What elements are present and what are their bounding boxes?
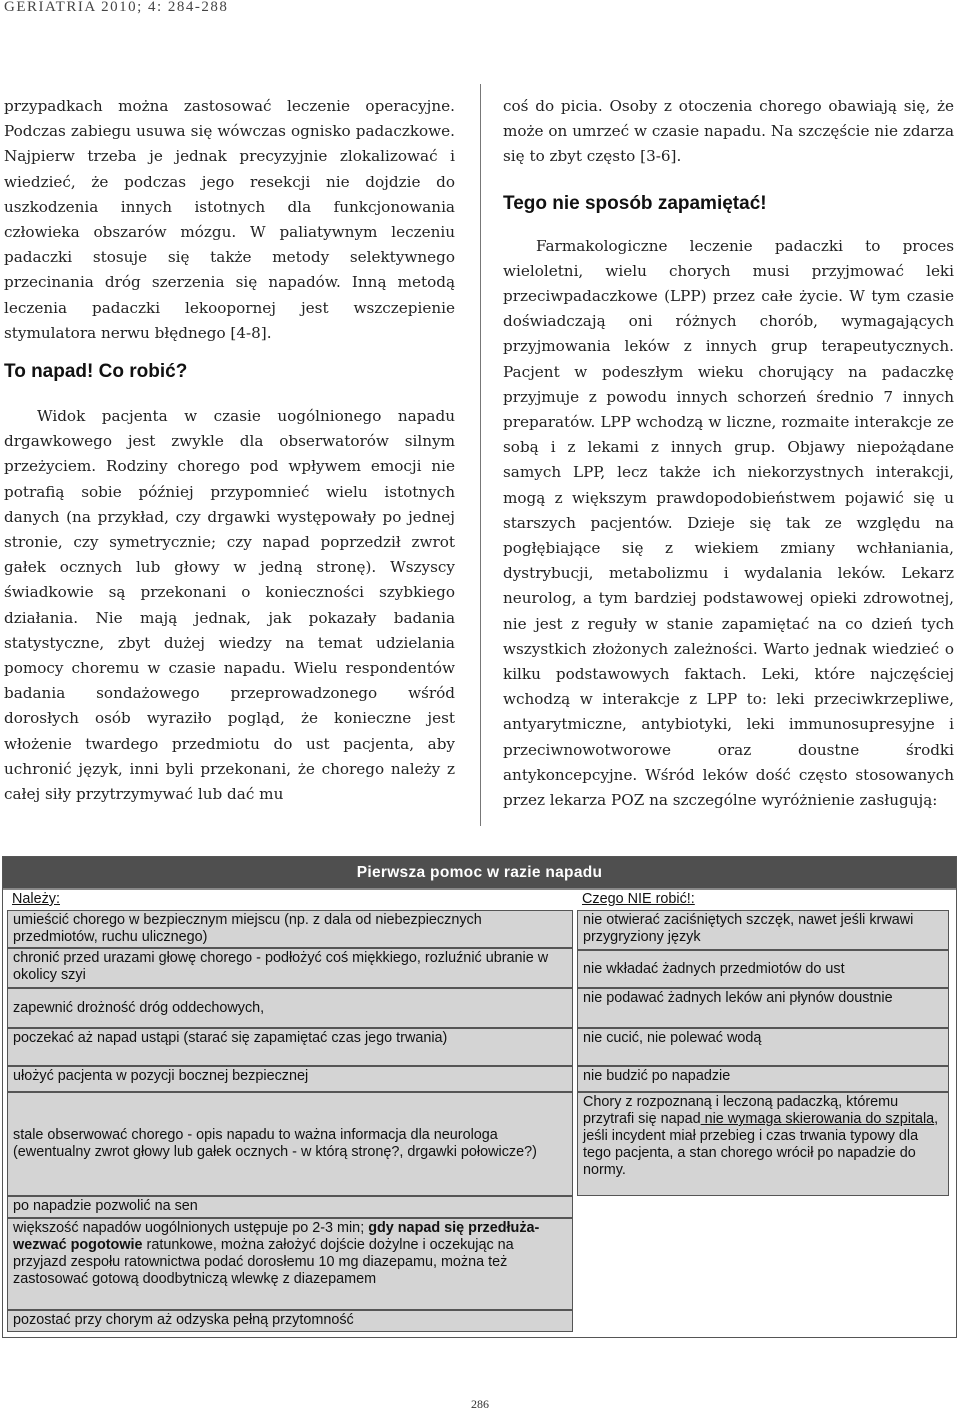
first-aid-box bbox=[2, 856, 957, 1338]
box-title: Pierwsza pomoc w razie napadu bbox=[3, 857, 956, 888]
list-item: ułożyć pacjenta w pozycji bocznej bezpiecznej bbox=[7, 1066, 573, 1092]
list-item: nie podawać żadnych leków ani płynów doustnie bbox=[577, 988, 949, 1028]
section-heading: To napad! Co robić? bbox=[4, 361, 188, 383]
list-item: poczekać aż napad ustąpi (starać się zapamiętać czas jego trwania) bbox=[7, 1028, 573, 1066]
list-item: chronić przed urazami głowę chorego - podłożyć coś miękkiego, rozluźnić ubranie w okolicy szyi bbox=[7, 948, 573, 988]
list-item: stale obserwować chorego - opis napadu to ważna informacja dla neurologa (ewentualny zwrot głowy lub gałek ocznych - w którą stronę?, drgawki połowicze?) bbox=[7, 1092, 573, 1196]
column-divider bbox=[480, 84, 481, 826]
paragraph: coś do picia. Osoby z otoczenia chorego obawiają się, że może on umrzeć w czasie napadu. Na szczęście nie zdarza się to zbyt często [3-6]. bbox=[503, 97, 954, 166]
box-title-strip bbox=[3, 888, 956, 890]
list-item: nie cucić, nie polewać wodą bbox=[577, 1028, 949, 1066]
list-item: większość napadów uogólnionych ustępuje po 2-3 min; gdy napad się przedłuża-wezwać pogotowie ratunkowe, można założyć dojście dożylne i oczekując na przyjazd zespołu ratownictwa podać dorosłemu 10 mg diazepamu, można też zastosować gotową doodbytniczą wlewkę z diazepamem bbox=[7, 1218, 573, 1310]
list-item: nie otwierać zaciśniętych szczęk, nawet jeśli krwawi przygryziony język bbox=[577, 910, 949, 950]
right-column bbox=[503, 94, 954, 813]
left-column bbox=[4, 94, 455, 807]
list-item: pozostać przy chorym aż odzyska pełną przytomność bbox=[7, 1310, 573, 1332]
paragraph: przypadkach można zastosować leczenie operacyjne. Podczas zabiegu usuwa się wówczas ognisko padaczkowe. Najpierw trzeba je jednak precyzyjnie zlokalizować i wiedzieć, że podczas jego resekcji nie dojdzie do uszkodzenia innych istotnych dla funkcjonowania człowieka obszarów mózgu. W paliatywnym leczeniu padaczki stosuje się także metody selektywnego przecinania dróg szerzenia się napadów. Inną metodą leczenia padaczki lekoopornej jest wszczepienie stymulatora nerwu błędnego [4-8]. bbox=[4, 97, 455, 342]
section-heading: Tego nie sposób zapamiętać! bbox=[503, 192, 767, 214]
right-column-header: Czego NIE robić!: bbox=[582, 891, 695, 907]
list-item: nie budzić po napadzie bbox=[577, 1066, 949, 1092]
left-column-header: Należy: bbox=[12, 891, 60, 907]
list-item: umieścić chorego w bezpiecznym miejscu (np. z dala od niebezpiecznych przedmiotów, ruchu ulicznego) bbox=[7, 910, 573, 948]
list-item: Chory z rozpoznaną i leczoną padaczką, któremu przytrafi się napad nie wymaga skierowania do szpitala, jeśli incydent miał przebieg i czas trwania typowy dla tego pacjenta, a stan chorego wrócił po napadzie do normy. bbox=[577, 1092, 949, 1196]
list-item: zapewnić drożność dróg oddechowych, bbox=[7, 988, 573, 1028]
page-number: 286 bbox=[471, 1397, 489, 1411]
list-item: nie wkładać żadnych przedmiotów do ust bbox=[577, 950, 949, 988]
list-item: po napadzie pozwolić na sen bbox=[7, 1196, 573, 1218]
journal-header: GERIATRIA 2010; 4: 284-288 bbox=[4, 0, 229, 15]
paragraph: Farmakologiczne leczenie padaczki to proces wieloletni, wielu chorych musi przyjmować leki przeciwpadaczkowe (LPP) przez całe życie. W tym czasie doświadczają oni różnych chorób, wymagających przyjmowania leków z innych grup terapeutycznych. Pacjent w podeszłym wieku chorujący na padaczkę przyjmuje z powodu innych schorzeń średnio 7 innych preparatów. LPP wchodzą w liczne, rozmaite interakcje ze sobą i z lekami z innych grup. Objawy niepożądane samych LPP, lecz także ich niekorzystnych interakcji, mogą z większym prawdopodobieństwem pojawić się u starszych pacjentów. Dzieje się tak ze względu na pogłębiające się z wiekiem zmiany wchłaniania, dystrybucji, metabolizmu i wydalania leków. Lekarz neurolog, a tym bardziej podstawowej opieki zdrowotnej, nie jest z reguły w stanie zapamiętać na co dzień tych wszystkich złożonych zależności. Warto jednak wiedzieć o kilku podstawowych faktach. Leki, które najczęściej wchodzą w interakcje z LPP to: leki przeciwkrzepliwe, antyarytmiczne, antybiotyki, leki immunosupresyjne i przeciwnowotworowe oraz doustne środki antykoncepcyjne. Wśród leków dość często stosowanych przez lekarza POZ na szczególne wyróżnienie zasługują: bbox=[503, 236, 954, 810]
paragraph: Widok pacjenta w czasie uogólnionego napadu drgawkowego jest zwykle dla obserwatorów silnym przeżyciem. Rodziny chorego pod wpływem emocji nie potrafią sobie później przypomnieć wielu istotnych danych (na przykład, czy drgawki występowały po jednej stronie, czy symetrycznie; czy napad poprzedził zwrot gałek ocznych lub głowy w jedną stronę). Wszyscy świadkowie są przekonani o konieczności szybkiego działania. Nie mają jednak, jak pokazały badania statystyczne, zbyt dużej wiedzy na temat udzielania pomocy choremu w czasie napadu. Wielu respondentów badania sondażowego przeprowadzonego wśród dorosłych osób wyraziło pogląd, że konieczne jest włożenie twardego przedmiotu do ust pacjenta, aby uchronić język, inni byli przekonani, że chorego należy z całej siły przytrzymywać lub dać mu bbox=[4, 407, 455, 804]
